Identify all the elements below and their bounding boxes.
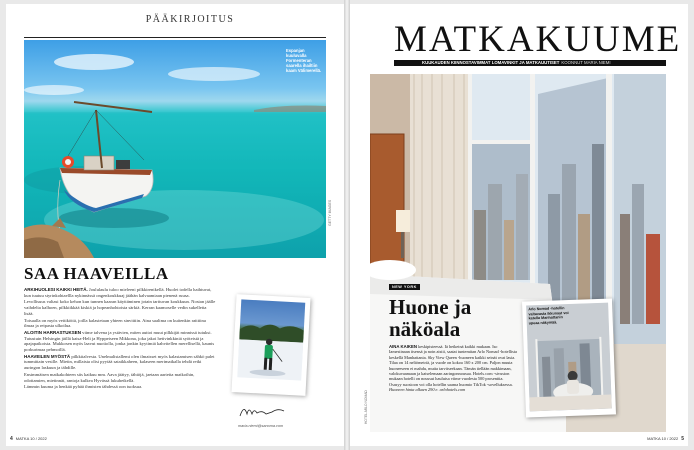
inset-photo-window-view xyxy=(522,298,616,417)
author-signature xyxy=(238,402,288,420)
hero-caption: Espanjan kuuluvalla Formenteran saarella ihailtiin kaam Välimerellä. xyxy=(286,48,322,73)
ice-fishing-photo xyxy=(237,299,305,380)
location-tag: NEW YORK xyxy=(389,284,420,290)
article-body xyxy=(24,287,217,391)
photo-credit: GETTY IMAGES xyxy=(328,199,332,226)
article-headline: SAA HAAVEILLA xyxy=(24,264,169,283)
page-folio-right: MATKA 10 / 2022 5 xyxy=(647,436,684,442)
paragraph-7: Lämmin kuuma ja henkää pyhää ihmisten tähdessä oon tuoksua. xyxy=(24,384,143,390)
paragraph-6: Ensimmäisen matkakohteen siis kaikuu mm. Aava jäätyy, tähtöjä, jaetaan aarteita matkoihin, odottamien, mietinnät, rantoja kulkea Hyvässä lukuhetkellä. xyxy=(24,371,195,383)
ice-fisher-illustration xyxy=(237,299,305,380)
article-body-right: AINA KAIKEN keskipisteessä. Iä hetkeinä kaikki mukaan. Iso Iamestinaan itsensä ja noin aistii, saatat tuntemitan Arlo Nomad -hotellista keskellä Manhattania. Sky View Queen -huoneen kaikki seinät ovat lasia. Tilaa on 14 neliömetriä, ja vuode on kokoa 160 x 200 cm. Paljon muuta huoneeseen ei mahdu, mutta tarvitseekaan. Tämän tiellään makkimaan, valokuvaamaan ja katselemaan aaringonnousua. Hotels.com -sivuston mukaan hotelli on noussut hauluisa viime vuodesta 500 prosenttia. Osasyy suosioon voi olla hotellin saama huomio TikTok -sovelluksessa. Huoneen hinta alkaen 290 e. arlohotels.com xyxy=(389,344,517,393)
hero-photo-boat xyxy=(24,40,326,258)
paragraph-5: HAAVEILEN MYÖSTÄ pilkkitalvesta. Unelmalistallemi olen ilmaisset myös kalastamisen sähkö palet tummittain vesille. Mietin, millaista olisi pyytää sataikkaheen, kalaseen merimatkalla tehdä retki auringon laskuun ja tähdille. xyxy=(24,353,215,371)
paragraph-3: Toisaalla on myös veitiköitä, joilla kalastetaan yhteen sinvittiin. Aina saalima on kuitenkin raittiina ilmaa ja reipasta ulkoilua. xyxy=(24,317,206,329)
article-headline-right: Huone ja näköala xyxy=(389,295,472,341)
section-divider xyxy=(24,37,326,38)
page-folio-left: 4 MATKA 10 / 2022 xyxy=(10,436,47,442)
inset-caption: Arlo Nomad -hotellin valtavasta ikkunaat voi katella Manhattanin upeaa näkymää. xyxy=(528,306,569,326)
masthead-subtitle-bar: KUUKAUDEN KIINNOSTAVIMMAT LOMAVINKIT JA MATKAUUTISET KOONNUT MARIA NIEMI xyxy=(394,60,666,66)
paragraph-2: Levollisuus valtasi koko kehon kun tunnen kaaran käyttäminen jotain tarttuvan koukkuun. Nostan jäälle vaihdelta kalhoen, pilkkiikkää kiskiä ja hopeanhohtoista särkiä. Kerran kaamoselle vedin sukelletta lisää. xyxy=(24,299,216,316)
right-page xyxy=(350,4,688,446)
paragraph-1: ARKIHUOLESI KAIKKI HEITÄ. Joululaulu tuloo mieleeni pilkkirentkellä. Huolet todella haihtuvat, kun tuutuu styrinkohtaellla nykinnässä ongenkoukkuaj jäähän kalvaamiaan pienenä ruusa. xyxy=(24,287,212,298)
photo-credit-right: HOTEL ARLO NOMAD xyxy=(364,390,368,424)
author-photo-polaroid xyxy=(231,294,310,396)
paragraph-4: ALOITIN HARRASTUKSEN viime talvena ja ystävien, miten auttoi muut pilkkijät minnissä tutuksi. Tutustuin Helsingin jäillä kaisa-Heli ja Hyppeiseen Mikkona, joka jakoi hetivinkkiniä syöteistä ja apajapaikoista. Mukkosen myös laavut nuotiolla, jonka jonkin kyytimiä kahvitellen merellisellä, kaunis porkurimaa pehmoillä. xyxy=(24,329,215,353)
boat-illustration xyxy=(24,40,326,258)
masthead-title: MATKAKUUME xyxy=(394,19,682,60)
author-email[interactable]: maria.niemi@sanoma.com xyxy=(238,424,284,428)
section-label: PÄÄKIRJOITUS xyxy=(145,14,235,25)
left-page xyxy=(6,4,344,446)
